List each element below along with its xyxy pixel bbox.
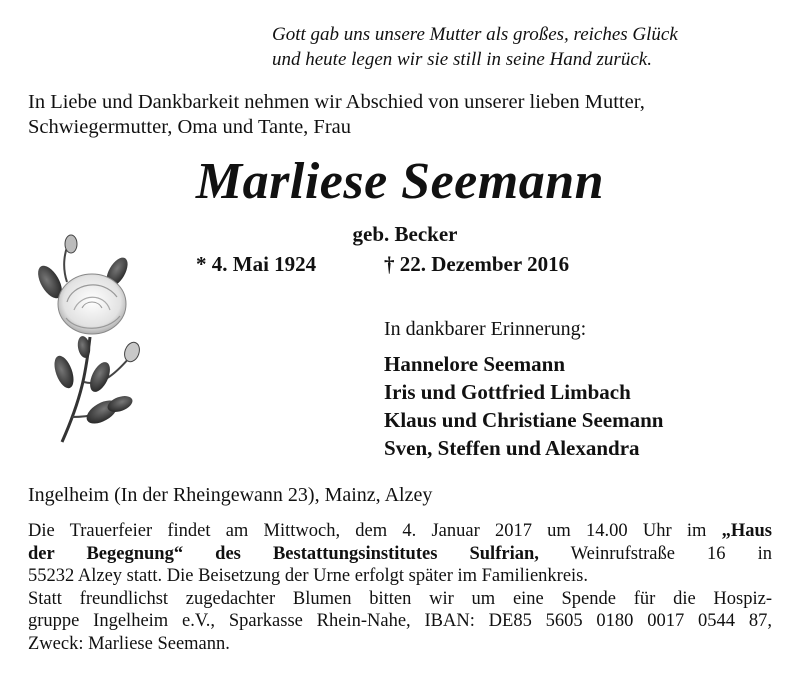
- ceremony-line-3: 55232 Alzey statt. Die Beisetzung der Urne erfolgt später im Familienkreis.: [28, 566, 588, 587]
- venue-name-part-1: „Haus: [721, 521, 773, 541]
- intro-line-2: Schwiegermutter, Oma und Tante, Frau: [28, 116, 352, 138]
- deceased-name: Marliese Seemann: [195, 153, 605, 210]
- birth-name: geb. Becker: [352, 222, 458, 246]
- location-line: Ingelheim (In der Rheingewann 23), Mainz, Alzey: [28, 484, 433, 506]
- donation-paragraph: [28, 588, 772, 656]
- venue-name-part-2: der Begegnung“ des Bestattungsinstitutes Sulfrian,: [28, 543, 539, 564]
- birth-date: * 4. Mai 1924: [196, 252, 317, 276]
- donation-line-1: Statt freundlichst zugedachter Blumen bitten wir um eine Spende für die Hospiz-: [28, 588, 772, 609]
- ceremony-line-1: [28, 520, 772, 543]
- ceremony-line-2: [28, 543, 772, 566]
- donation-line-3: Zweck: Marliese Seemann.: [28, 633, 230, 654]
- mourner-name: Iris und Gottfried Limbach: [384, 380, 631, 404]
- mourner-name: Sven, Steffen und Alexandra: [384, 436, 640, 460]
- motto-verse: [272, 22, 742, 72]
- intro-text: [28, 90, 778, 140]
- ceremony-details: [28, 520, 772, 656]
- death-date: † 22. Dezember 2016: [384, 252, 570, 276]
- memory-label: In dankbarer Erinnerung:: [384, 318, 587, 340]
- intro-line-1: In Liebe und Dankbarkeit nehmen wir Abschied von unserer lieben Mutter,: [28, 91, 645, 113]
- motto-line-2: und heute legen wir sie still in seine Hand zurück.: [272, 49, 652, 70]
- mourners-list: [384, 350, 663, 462]
- ceremony-address: Weinrufstraße 16 in: [570, 543, 772, 564]
- donation-line-2: gruppe Ingelheim e.V., Sparkasse Rhein-Nahe, IBAN: DE85 5605 0180 0017 0544 87,: [28, 611, 772, 632]
- mourner-name: Klaus und Christiane Seemann: [384, 408, 664, 432]
- rose-icon: [22, 222, 152, 452]
- ceremony-paragraph: [28, 520, 772, 588]
- motto-line-1: Gott gab uns unsere Mutter als großes, reiches Glück: [272, 24, 678, 45]
- ceremony-line-1-text: Die Trauerfeier findet am Mittwoch, dem 4. Januar 2017 um 14.00 Uhr im: [28, 521, 707, 541]
- mourner-name: Hannelore Seemann: [384, 352, 566, 376]
